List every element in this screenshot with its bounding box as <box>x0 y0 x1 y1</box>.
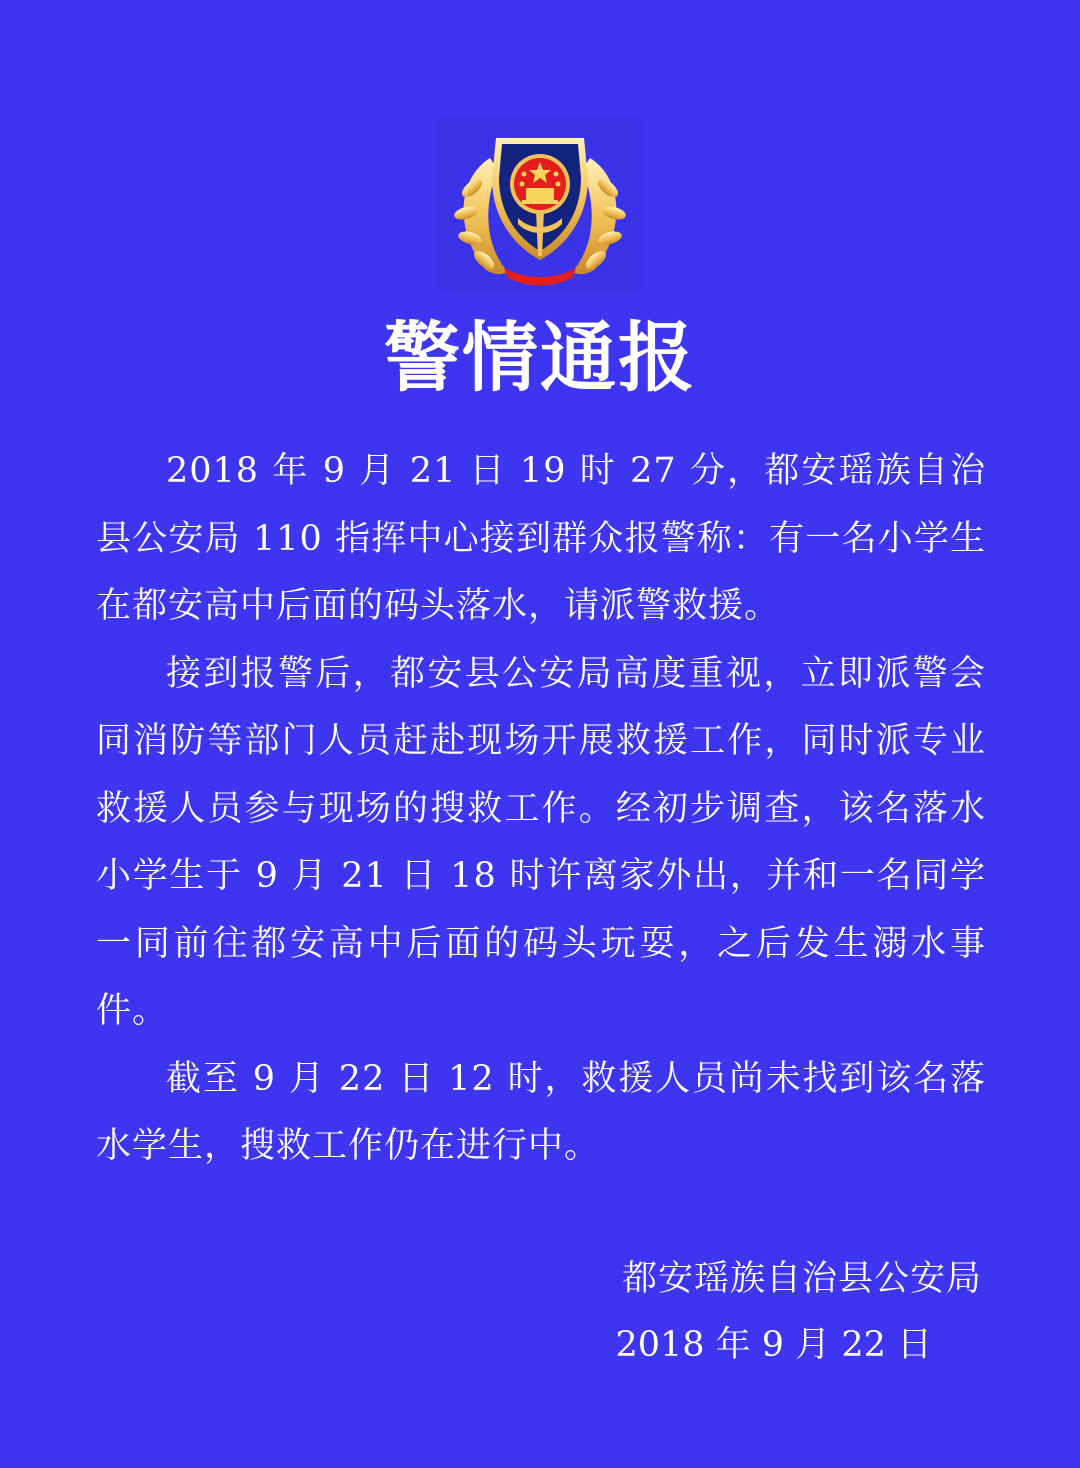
signature-block <box>560 1246 982 1378</box>
paragraph: 截至 9 月 22 日 12 时，救援人员尚未找到该名落水学生，搜救工作仍在进行中。 <box>96 1058 986 1166</box>
paragraph: 2018 年 9 月 21 日 19 时 27 分，都安瑶族自治县公安局 110 指挥中心接到群众报警称：有一名小学生在都安高中后面的码头落水，请派警救援。 <box>96 451 986 626</box>
paragraph: 接到报警后，都安县公安局高度重视，立即派警会同消防等部门人员赶赴现场开展救援工作，同时派专业救援人员参与现场的搜救工作。经初步调查，该名落水小学生于 9 月 21 日 18 时许离家外出，并和一名同学一同前往都安高中后面的码头玩耍，之后发生溺水事件。 <box>96 653 986 1031</box>
police-emblem-icon <box>438 118 642 292</box>
issuing-organization: 都安瑶族自治县公安局 <box>621 1259 982 1299</box>
issue-date: 2018 年 9 月 22 日 <box>615 1325 932 1365</box>
page-title: 警情通报 <box>384 313 696 402</box>
notice-body <box>96 438 986 1181</box>
